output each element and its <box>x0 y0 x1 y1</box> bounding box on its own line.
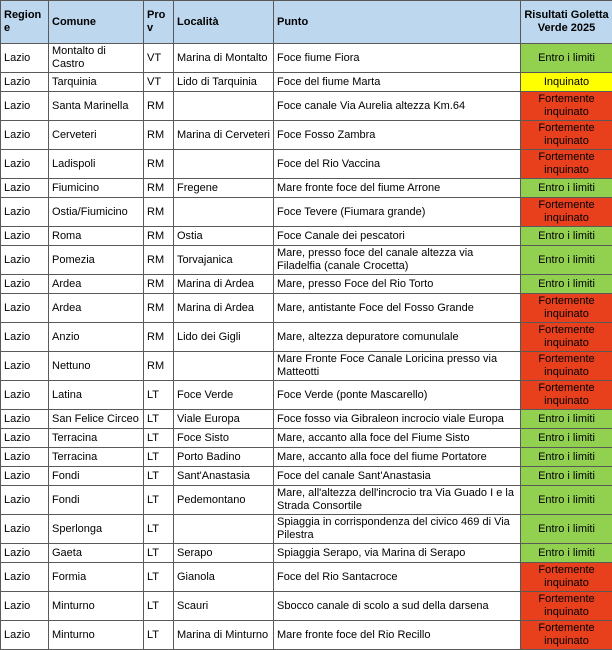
cell-regione: Lazio <box>1 352 49 381</box>
cell-comune: Ardea <box>49 294 144 323</box>
cell-localita: Porto Badino <box>174 448 274 467</box>
cell-prov: RM <box>144 246 174 275</box>
cell-regione: Lazio <box>1 448 49 467</box>
cell-punto: Mare fronte foce del Rio Recillo <box>274 621 521 650</box>
cell-localita: Ostia <box>174 227 274 246</box>
cell-punto: Mare, accanto alla foce del Fiume Sisto <box>274 429 521 448</box>
cell-prov: LT <box>144 544 174 563</box>
cell-localita: Fregene <box>174 179 274 198</box>
cell-regione: Lazio <box>1 563 49 592</box>
column-header-localita: Località <box>174 1 274 44</box>
table-row <box>1 227 612 246</box>
table-row <box>1 486 612 515</box>
cell-prov: LT <box>144 592 174 621</box>
table-row <box>1 515 612 544</box>
cell-localita: Marina di Ardea <box>174 275 274 294</box>
cell-prov: RM <box>144 352 174 381</box>
table-row <box>1 44 612 73</box>
cell-punto: Mare, presso foce del canale altezza via Filadelfia (canale Crocetta) <box>274 246 521 275</box>
cell-risultato-bad: Fortemente inquinato <box>521 592 612 621</box>
cell-punto: Mare fronte foce del fiume Arrone <box>274 179 521 198</box>
cell-punto: Foce fosso via Gibraleon incrocio viale Europa <box>274 410 521 429</box>
table-row <box>1 352 612 381</box>
header-row <box>1 1 612 44</box>
cell-localita <box>174 352 274 381</box>
table-row <box>1 323 612 352</box>
cell-regione: Lazio <box>1 323 49 352</box>
cell-regione: Lazio <box>1 275 49 294</box>
table-row <box>1 381 612 410</box>
cell-risultato-ok: Entro i limiti <box>521 515 612 544</box>
cell-regione: Lazio <box>1 515 49 544</box>
cell-prov: LT <box>144 429 174 448</box>
cell-comune: Nettuno <box>49 352 144 381</box>
cell-prov: VT <box>144 73 174 92</box>
cell-prov: RM <box>144 275 174 294</box>
cell-comune: Minturno <box>49 592 144 621</box>
cell-comune: Ladispoli <box>49 150 144 179</box>
cell-localita: Marina di Montalto <box>174 44 274 73</box>
cell-comune: Gaeta <box>49 544 144 563</box>
cell-localita: Pedemontano <box>174 486 274 515</box>
cell-risultato-ok: Entro i limiti <box>521 486 612 515</box>
cell-risultato-bad: Fortemente inquinato <box>521 294 612 323</box>
cell-risultato-ok: Entro i limiti <box>521 429 612 448</box>
table-row <box>1 621 612 650</box>
cell-localita: Foce Sisto <box>174 429 274 448</box>
cell-localita: Marina di Cerveteri <box>174 121 274 150</box>
cell-comune: Tarquinia <box>49 73 144 92</box>
cell-punto: Foce Tevere (Fiumara grande) <box>274 198 521 227</box>
cell-prov: LT <box>144 381 174 410</box>
cell-regione: Lazio <box>1 621 49 650</box>
cell-localita <box>174 198 274 227</box>
cell-punto: Foce canale Via Aurelia altezza Km.64 <box>274 92 521 121</box>
cell-risultato-ok: Entro i limiti <box>521 227 612 246</box>
cell-regione: Lazio <box>1 44 49 73</box>
cell-localita: Scauri <box>174 592 274 621</box>
cell-comune: Terracina <box>49 429 144 448</box>
cell-comune: San Felice Circeo <box>49 410 144 429</box>
cell-punto: Mare, accanto alla foce del fiume Portatore <box>274 448 521 467</box>
table-row <box>1 448 612 467</box>
cell-comune: Pomezia <box>49 246 144 275</box>
cell-regione: Lazio <box>1 92 49 121</box>
cell-regione: Lazio <box>1 150 49 179</box>
cell-punto: Foce del fiume Marta <box>274 73 521 92</box>
cell-risultato-ok: Entro i limiti <box>521 179 612 198</box>
cell-prov: RM <box>144 227 174 246</box>
cell-regione: Lazio <box>1 429 49 448</box>
cell-punto: Foce Fosso Zambra <box>274 121 521 150</box>
cell-comune: Formia <box>49 563 144 592</box>
cell-prov: LT <box>144 563 174 592</box>
cell-risultato-bad: Fortemente inquinato <box>521 563 612 592</box>
cell-risultato-ok: Entro i limiti <box>521 410 612 429</box>
column-header-risultati: Risultati Goletta Verde 2025 <box>521 1 612 44</box>
cell-prov: LT <box>144 486 174 515</box>
cell-comune: Montalto di Castro <box>49 44 144 73</box>
table-row <box>1 179 612 198</box>
cell-prov: RM <box>144 198 174 227</box>
cell-punto: Foce fiume Fiora <box>274 44 521 73</box>
cell-risultato-bad: Fortemente inquinato <box>521 121 612 150</box>
cell-prov: LT <box>144 621 174 650</box>
cell-risultato-bad: Fortemente inquinato <box>521 352 612 381</box>
cell-regione: Lazio <box>1 410 49 429</box>
cell-risultato-bad: Fortemente inquinato <box>521 150 612 179</box>
cell-risultato-ok: Entro i limiti <box>521 275 612 294</box>
cell-comune: Fiumicino <box>49 179 144 198</box>
cell-punto: Mare, altezza depuratore comunulale <box>274 323 521 352</box>
cell-localita <box>174 150 274 179</box>
cell-comune: Ostia/Fiumicino <box>49 198 144 227</box>
cell-comune: Santa Marinella <box>49 92 144 121</box>
cell-prov: LT <box>144 467 174 486</box>
cell-punto: Sbocco canale di scolo a sud della darsena <box>274 592 521 621</box>
table-row <box>1 410 612 429</box>
cell-punto: Mare, presso Foce del Rio Torto <box>274 275 521 294</box>
cell-punto: Foce Verde (ponte Mascarello) <box>274 381 521 410</box>
table-body <box>1 44 612 650</box>
table-row <box>1 592 612 621</box>
cell-regione: Lazio <box>1 227 49 246</box>
cell-localita: Gianola <box>174 563 274 592</box>
cell-localita: Lido di Tarquinia <box>174 73 274 92</box>
cell-comune: Cerveteri <box>49 121 144 150</box>
cell-prov: LT <box>144 448 174 467</box>
column-header-regione: Regione <box>1 1 49 44</box>
table-row <box>1 73 612 92</box>
cell-risultato-warn: Inquinato <box>521 73 612 92</box>
table-row <box>1 150 612 179</box>
cell-prov: RM <box>144 121 174 150</box>
cell-prov: RM <box>144 150 174 179</box>
cell-regione: Lazio <box>1 381 49 410</box>
cell-comune: Roma <box>49 227 144 246</box>
cell-prov: VT <box>144 44 174 73</box>
cell-localita: Viale Europa <box>174 410 274 429</box>
cell-prov: LT <box>144 410 174 429</box>
cell-regione: Lazio <box>1 246 49 275</box>
cell-localita: Marina di Ardea <box>174 294 274 323</box>
cell-localita: Serapo <box>174 544 274 563</box>
table-header <box>1 1 612 44</box>
cell-localita: Foce Verde <box>174 381 274 410</box>
table-row <box>1 294 612 323</box>
cell-regione: Lazio <box>1 592 49 621</box>
cell-punto: Foce del Rio Vaccina <box>274 150 521 179</box>
cell-regione: Lazio <box>1 294 49 323</box>
cell-comune: Ardea <box>49 275 144 294</box>
cell-regione: Lazio <box>1 486 49 515</box>
cell-prov: LT <box>144 515 174 544</box>
table-row <box>1 92 612 121</box>
cell-comune: Terracina <box>49 448 144 467</box>
cell-risultato-ok: Entro i limiti <box>521 448 612 467</box>
cell-localita: Lido dei Gigli <box>174 323 274 352</box>
table-row <box>1 467 612 486</box>
cell-comune: Minturno <box>49 621 144 650</box>
cell-punto: Spiaggia Serapo, via Marina di Serapo <box>274 544 521 563</box>
cell-risultato-ok: Entro i limiti <box>521 44 612 73</box>
cell-punto: Mare, antistante Foce del Fosso Grande <box>274 294 521 323</box>
cell-localita <box>174 92 274 121</box>
table-row <box>1 246 612 275</box>
cell-punto: Mare, all'altezza dell'incrocio tra Via Guado I e la Strada Consortile <box>274 486 521 515</box>
cell-punto: Mare Fronte Foce Canale Loricina presso via Matteotti <box>274 352 521 381</box>
cell-comune: Sperlonga <box>49 515 144 544</box>
cell-prov: RM <box>144 323 174 352</box>
cell-comune: Fondi <box>49 467 144 486</box>
cell-regione: Lazio <box>1 121 49 150</box>
cell-comune: Anzio <box>49 323 144 352</box>
table-row <box>1 544 612 563</box>
column-header-comune: Comune <box>49 1 144 44</box>
cell-punto: Spiaggia in corrispondenza del civico 469 di Via Pilestra <box>274 515 521 544</box>
cell-localita: Marina di Minturno <box>174 621 274 650</box>
cell-comune: Latina <box>49 381 144 410</box>
table-row <box>1 198 612 227</box>
cell-punto: Foce del canale Sant'Anastasia <box>274 467 521 486</box>
cell-risultato-ok: Entro i limiti <box>521 467 612 486</box>
cell-regione: Lazio <box>1 467 49 486</box>
cell-comune: Fondi <box>49 486 144 515</box>
cell-regione: Lazio <box>1 179 49 198</box>
cell-regione: Lazio <box>1 73 49 92</box>
table-row <box>1 275 612 294</box>
column-header-prov: Prov <box>144 1 174 44</box>
cell-localita <box>174 515 274 544</box>
cell-punto: Foce Canale dei pescatori <box>274 227 521 246</box>
cell-risultato-bad: Fortemente inquinato <box>521 92 612 121</box>
cell-localita: Torvajanica <box>174 246 274 275</box>
cell-punto: Foce del Rio Santacroce <box>274 563 521 592</box>
cell-risultato-bad: Fortemente inquinato <box>521 621 612 650</box>
cell-risultato-bad: Fortemente inquinato <box>521 381 612 410</box>
table-row <box>1 563 612 592</box>
cell-risultato-bad: Fortemente inquinato <box>521 323 612 352</box>
cell-regione: Lazio <box>1 544 49 563</box>
column-header-punto: Punto <box>274 1 521 44</box>
cell-localita: Sant'Anastasia <box>174 467 274 486</box>
cell-regione: Lazio <box>1 198 49 227</box>
cell-risultato-ok: Entro i limiti <box>521 246 612 275</box>
cell-prov: RM <box>144 179 174 198</box>
cell-prov: RM <box>144 92 174 121</box>
table-row <box>1 121 612 150</box>
table-row <box>1 429 612 448</box>
cell-risultato-ok: Entro i limiti <box>521 544 612 563</box>
cell-risultato-bad: Fortemente inquinato <box>521 198 612 227</box>
cell-prov: RM <box>144 294 174 323</box>
